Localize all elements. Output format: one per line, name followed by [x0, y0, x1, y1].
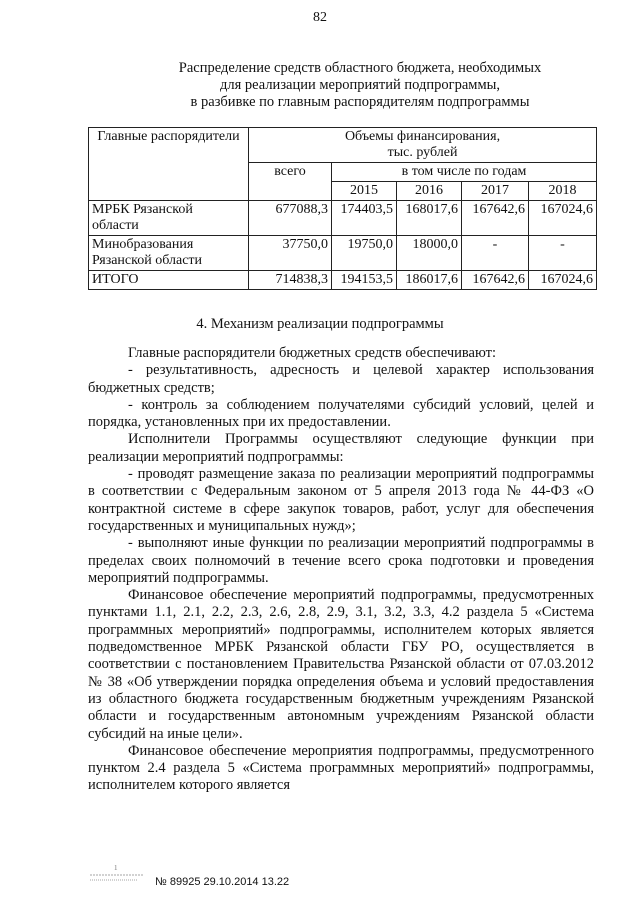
row-2015: 194153,5	[332, 271, 397, 290]
budget-distribution-table	[88, 127, 597, 290]
row-2015: 19750,0	[332, 236, 397, 271]
row-name	[89, 236, 249, 271]
row-2016: 186017,6	[397, 271, 462, 290]
header-by-years: в том числе по годам	[332, 163, 597, 182]
title-line-2: для реализации мероприятий подпрограммы,	[219, 77, 500, 93]
row-name: ИТОГО	[89, 271, 249, 290]
row-total: 677088,3	[249, 201, 332, 236]
row-2016: 168017,6	[397, 201, 462, 236]
paragraph: Финансовое обеспечение мероприятия подпрограммы, предусмотренного пунктом 2.4 раздела 5 «Система программных мероприятий» подпрограммы, исполнителем которого является	[88, 742, 594, 794]
header-year-2018: 2018	[529, 182, 597, 201]
header-total: всего	[249, 163, 332, 201]
header-year-2015: 2015	[332, 182, 397, 201]
row-2016: 18000,0	[397, 236, 462, 271]
row-2015: 174403,5	[332, 201, 397, 236]
title-line-3: в разбивке по главным распорядителям подпрограммы	[190, 94, 530, 110]
footer-registration: № 89925 29.10.2014 13.22	[155, 876, 290, 888]
stamp-mark-icon	[88, 861, 148, 885]
header-units-label: тыс. рублей	[387, 145, 458, 160]
body-text	[88, 345, 594, 795]
paragraph: - результативность, адресность и целевой характер использования бюджетных средств;	[88, 362, 594, 396]
paragraph: - контроль за соблюдением получателями субсидий условий, целей и порядка, установленных при их предоставлении.	[88, 396, 594, 431]
section-heading: 4. Механизм реализации подпрограммы	[196, 316, 444, 332]
header-main-distributors: Главные распорядители	[89, 128, 249, 201]
row-2017: 167642,6	[462, 201, 529, 236]
paragraph: - проводят размещение заказа по реализации мероприятий подпрограммы в соответствии с Федеральным законом от 5 апреля 2013 года № 44-ФЗ «О контрактной системе в сфере закупок товаров, работ, услуг для обеспечения государственных и муниципальных нужд»;	[88, 466, 594, 534]
paragraph: Главные распорядители бюджетных средств обеспечивают:	[128, 345, 496, 361]
row-name-line-1: Минобразования	[92, 237, 194, 252]
table-row	[89, 236, 597, 271]
svg-text:1: 1	[114, 864, 118, 872]
paragraph: - выполняют иные функции по реализации мероприятий подпрограммы в пределах своих полномочий в течение всего срока подготовки и проведения мероприятий подпрограммы.	[88, 535, 594, 586]
row-name-line-1: МРБК Рязанской	[92, 202, 193, 217]
row-name-line-2: области	[92, 218, 139, 233]
paragraph: Исполнители Программы осуществляют следующие функции при реализации мероприятий подпрограммы:	[88, 431, 594, 465]
page-number: 82	[313, 10, 327, 25]
row-name	[89, 201, 249, 236]
row-2018: 167024,6	[529, 201, 597, 236]
table-row-total	[89, 271, 597, 290]
paragraph: Финансовое обеспечение мероприятий подпрограммы, предусмотренных пунктами 1.1, 2.1, 2.2, 2.3, 2.6, 2.8, 2.9, 3.1, 3.2, 3.3, 4.2 раздела 5 «Система программных мероприятий» подпрограммы, исполнителем которых является подведомственное МРБК Рязанской области ГБУ РО, осуществляется в соответствии с постановлением Правительства Рязанской области от 07.03.2012 № 38 «Об утверждении порядка определения объема и условий предоставления из областного бюджета государственным бюджетным учреждениям Рязанской области и государственным автономным учреждениям Рязанской области субсидий на иные цели».	[88, 587, 594, 742]
row-total: 714838,3	[249, 271, 332, 290]
title-line-1: Распределение средств областного бюджета, необходимых	[178, 60, 542, 76]
header-year-2017: 2017	[462, 182, 529, 201]
document-title	[140, 60, 580, 111]
header-year-2016: 2016	[397, 182, 462, 201]
row-2017: 167642,6	[462, 271, 529, 290]
header-volumes	[249, 128, 597, 163]
row-2018: -	[529, 236, 597, 271]
row-total: 37750,0	[249, 236, 332, 271]
row-2017: -	[462, 236, 529, 271]
row-name-line-2: Рязанской области	[92, 253, 203, 268]
header-volumes-label: Объемы финансирования,	[344, 129, 501, 144]
table-row	[89, 201, 597, 236]
table-header-row	[89, 128, 597, 163]
row-2018: 167024,6	[529, 271, 597, 290]
